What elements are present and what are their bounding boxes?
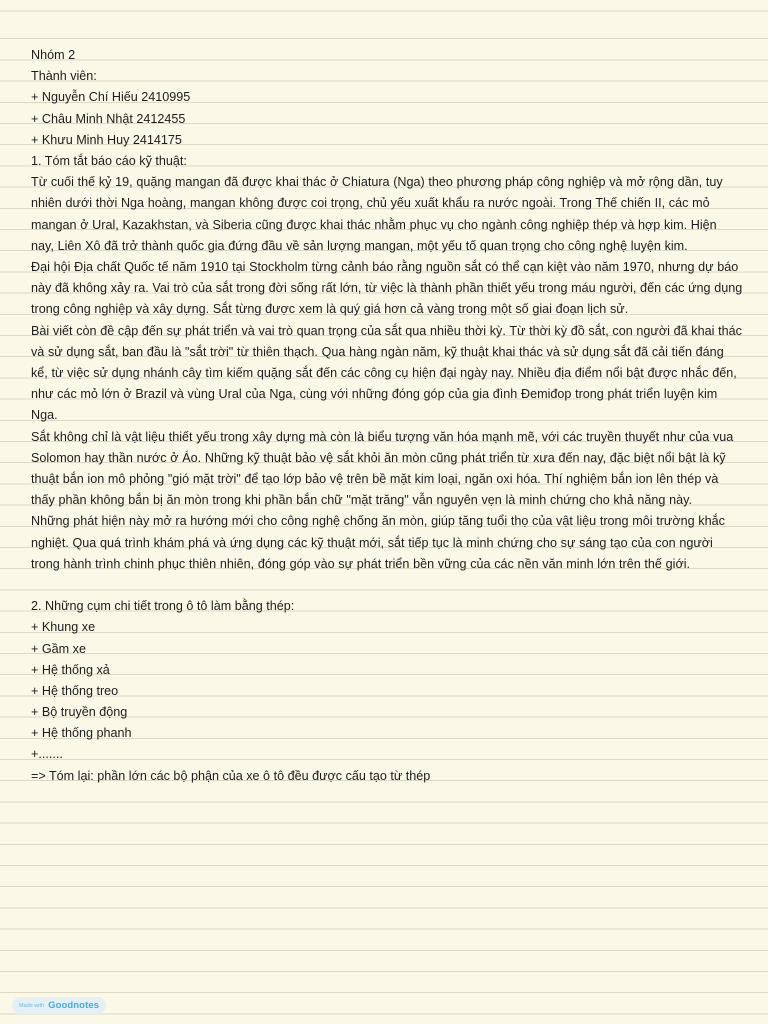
summary-paragraph: Đại hội Địa chất Quốc tế năm 1910 tại Stockholm từng cảnh báo rằng nguồn sắt có thể cạn kiệt vào năm 1970, nhưng dự báo này đã không xảy ra. Vai trò của sắt trong đời sống rất lớn, từ việc là thành phần thiết yếu trong máu người, đến các ứng dụng trong công nghiệp và xây dựng. Sắt từng được xem là quý giá hơn cả vàng trong một số giai đoạn lịch sử.	[31, 259, 743, 317]
summary-paragraph: Sắt không chỉ là vật liệu thiết yếu trong xây dựng mà còn là biểu tượng văn hóa mạnh mẽ, với các truyền thuyết như của vua Solomon hay thần nước ở Áo. Những kỹ thuật bảo vệ sắt khỏi ăn mòn cũng phát triển từ xưa đến nay, đặc biệt nổi bật là kỹ thuật bắn ion mô phỏng "gió mặt trời" để tạo lớp bảo vệ trên bề mặt kim loại, ngăn oxi hóa. Thí nghiệm bắn ion lên thép và thấy phần không bắn bị ăn mòn trong khi phần bắn chữ "mặt trăng" vẫn nguyên vẹn là minh chứng cho khả năng này.	[31, 429, 734, 508]
conclusion-line: => Tóm lại: phần lớn các bộ phận của xe ô tô đều được cấu tạo từ thép	[31, 768, 431, 783]
steel-part-item: + Hệ thống xả	[31, 662, 110, 677]
member-item: + Châu Minh Nhật 2412455	[31, 111, 186, 126]
note-page	[31, 45, 743, 787]
summary-paragraph: Bài viết còn đề cập đến sự phát triển và vai trò quan trọng của sắt qua nhiều thời kỳ. Từ thời kỳ đồ sắt, con người đã khai thác và sử dụng sắt, ban đầu là "sắt trời" từ thiên thạch. Qua hàng ngàn năm, kỹ thuật khai thác và sử dụng sắt đã cải tiến đáng kể, từ việc sử dụng nhánh cây tìm kiếm quặng sắt đến các công cụ hiện đại ngày nay. Nhiều địa điểm nổi bật được nhắc đến, như các mỏ lớn ở Brazil và vùng Ural của Nga, cùng với những đóng góp của gia đình Đemiđop trong phát triển luyện kim Nga.	[31, 323, 742, 423]
steel-part-item: +.......	[31, 747, 63, 762]
blank-line	[31, 575, 743, 596]
group-name: Nhóm 2	[31, 48, 76, 62]
summary-paragraph: Từ cuối thế kỷ 19, quặng mangan đã được khai thác ở Chiatura (Nga) theo phương pháp công nghiệp và mở rộng dần, tuy nhiên dưới thời Nga hoàng, mangan không được coi trọng, chủ yếu xuất khẩu ra nước ngoài. Trong Thế chiến II, các mỏ mangan ở Ural, Kazakhstan, và Siberia cũng được khai thác nhằm phục vụ cho ngành công nghiệp thép và hợp kim. Hiện nay, Liên Xô đã trở thành quốc gia đứng đầu về sản lượng mangan, một yếu tố quan trọng cho công nghệ luyện kim.	[31, 175, 723, 253]
member-item: + Khưu Minh Huy 2414175	[31, 132, 182, 147]
goodnotes-badge	[12, 997, 106, 1014]
members-label: Thành viên:	[31, 69, 97, 84]
steel-part-item: + Bộ truyền động	[31, 705, 128, 720]
section2-heading: 2. Những cụm chi tiết trong ô tô làm bằng thép:	[31, 599, 295, 614]
member-item: + Nguyễn Chí Hiếu 2410995	[31, 90, 191, 105]
badge-made-with: Made with	[19, 1002, 45, 1009]
steel-part-item: + Gầm xe	[31, 641, 86, 656]
steel-part-item: + Khung xe	[31, 620, 96, 635]
goodnotes-logo: Goodnotes	[48, 1000, 100, 1011]
steel-part-item: + Hệ thống phanh	[31, 726, 132, 741]
section1-heading: 1. Tóm tắt báo cáo kỹ thuật:	[31, 153, 187, 168]
summary-paragraph: Những phát hiện này mở ra hướng mới cho công nghệ chống ăn mòn, giúp tăng tuổi thọ của vật liệu trong môi trường khắc nghiệt. Qua quá trình khám phá và ứng dụng các kỹ thuật mới, sắt tiếp tục là minh chứng cho sự sáng tạo của con người trong hành trình chinh phục thiên nhiên, đóng góp vào sự phát triển bền vững của các nền văn minh lớn trên thế giới.	[31, 514, 725, 571]
steel-part-item: + Hệ thống treo	[31, 683, 119, 698]
